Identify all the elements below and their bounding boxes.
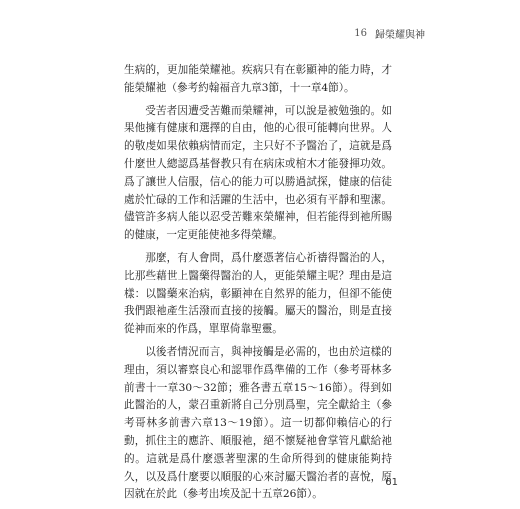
paragraph: 受苦者因遭受苦難而榮耀神，可以說是被勉強的。如果他擁有健康和選擇的自由，他的心很可能轉向世界。人的敬虔如果依賴病情而定，主只好不予醫治了，這就是爲什麼世人總認爲基督教只有在病床或棺木才能發揮功效。爲了讓世人信服，信心的能力可以勝過試探，健康的信徒處於忙碌的工作和活躍的生活中，也必須有平靜和聖潔。儘管許多病人能以忍受苦難來榮耀神，但若能得到祂所賜的健康，一定更能使祂多得榮耀。 (124, 104, 392, 242)
paragraph: 以後者情況而言，與神接觸是必需的，也由於這樣的理由，須以審察良心和認罪作爲準備的工作（參考哥林多前書十一章30～32節；雅各書五章15～16節）。得到如此醫治的人，蒙召重新將自己分別爲聖，完全獻給主（參考哥林多前書六章13～19節）。這一切都仰賴信心的行動，抓住主的應許、順服祂，絕不懷疑祂會掌管凡獻給祂的。這就是爲什麼憑著聖潔的生命所得到的健康能夠持久，以及爲什麼要以順服的心來討屬天醫治者的喜悅，原因就在於此（參考出埃及記十五章26節）。 (124, 345, 392, 501)
paragraph-continued: 生病的，更加能榮耀祂。疾病只有在彰顯神的能力時，才能榮耀祂（參考約翰福音九章3節，十一章4節）。 (124, 64, 392, 94)
running-header (354, 26, 425, 41)
paragraph: 那麼，有人會問，爲什麼憑著信心祈禱得醫治的人，比那些藉世上醫藥得醫治的人，更能榮耀主呢？理由是這樣：以醫藥來治病，彰顯神在自然界的能力，但卻不能使我們跟祂產生活潑而直接的接觸。屬天的醫治，則是直接從神而來的作爲，單單倚靠聖靈。 (124, 251, 392, 336)
page-number: 61 (385, 477, 398, 488)
body-text (124, 62, 392, 509)
header-page-label: 16 (354, 28, 367, 39)
chapter-title: 歸榮耀與神 (375, 30, 425, 41)
